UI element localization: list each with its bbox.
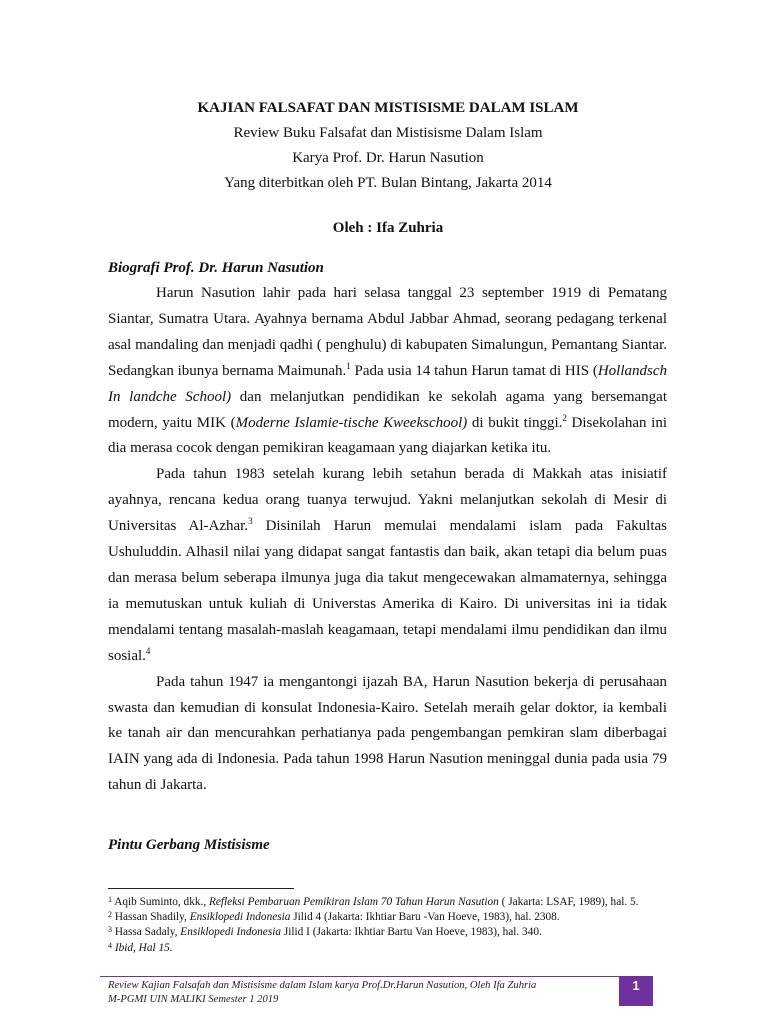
footnote-1: [108, 895, 668, 910]
document-author: Oleh : Ifa Zuhria: [332, 220, 444, 236]
footnote-ref-4: 4: [145, 645, 151, 656]
footnote-text: Aqib Suminto, dkk.,: [112, 896, 209, 908]
document-subtitle-publisher: Yang diterbitkan oleh PT. Bulan Bintang, Jakarta 2014: [224, 175, 552, 191]
footnote-title: Refleksi Pembaruan Pemikiran Islam 70 Tahun Harun Nasution: [208, 896, 499, 908]
paragraph-1-text-b: Pada usia 14 tahun Harun tamat di HIS (: [350, 362, 598, 379]
footnote-ref-2: 2: [562, 412, 567, 423]
page-number-badge: 1: [619, 976, 653, 1006]
footnote-title: Ibid, Hal 15.: [114, 941, 173, 954]
document-title: KAJIAN FALSAFAT DAN MISTISISME DALAM ISLAM: [197, 100, 579, 116]
footnote-title: Ensiklopedi Indonesia: [180, 926, 282, 939]
document-subtitle-author-book: Karya Prof. Dr. Harun Nasution: [292, 150, 484, 166]
paragraph-1: [108, 281, 667, 462]
paragraph-1-text-a: Harun Nasution lahir pada hari selasa tanggal 23 september 1919 di Pematang Siantar, Sumatra Utara. Ayahnya bernama Abdul Jabbar Ahmad, seorang pedagang terkenal asal mandaling dan menjadi qadhi ( penghulu) di kabupaten Simalungun, Pemantang Siantar. Sedangkan ibunya bernama Maimunah.: [108, 285, 667, 379]
footnote-ref-3: 3: [248, 516, 253, 527]
section-body-biography: [108, 281, 667, 799]
footer-line-2: M-PGMI UIN MALIKI Semester 1 2019: [108, 994, 279, 1005]
paragraph-1-text-e: Disekolahan ini dia merasa cocok dengan pemikiran keagamaan yang diajarkan ketika itu.: [108, 414, 667, 457]
footnote-text: ( Jakarta: LSAF, 1989), hal. 5.: [498, 896, 639, 908]
footnotes: [108, 895, 668, 956]
paragraph-1-text-d: di bukit tinggi.: [467, 414, 563, 431]
page-footer: [108, 979, 608, 1007]
footnote-text: Jilid I (Jakarta: Ikhtiar Bartu Van Hoeve, 1983), hal. 340.: [281, 926, 542, 939]
footnote-4: [108, 941, 668, 956]
section-heading-mysticism-gateway: Pintu Gerbang Mistisisme: [108, 837, 270, 853]
document-subtitle-review: Review Buku Falsafat dan Mistisisme Dalam Islam: [233, 125, 543, 141]
paragraph-1-text-c: dan melanjutkan pendidikan ke sekolah agama yang bersemangat modern, yaitu MIK (: [108, 388, 667, 431]
paragraph-3: Pada tahun 1947 ia mengantongi ijazah BA, Harun Nasution bekerja di perusahaan swasta dan kemudian di konsulat Indonesia-Kairo. Setelah meraih gelar doktor, ia kembali ke tanah air dan mencurahkan perhatianya pada pengembangan pemkiran slam diberbagai IAIN yang ada di Indonesia. Pada tahun 1998 Harun Nasution meninggal dunia pada usia 79 tahun di Jakarta.: [108, 673, 667, 794]
section-heading-biography: Biografi Prof. Dr. Harun Nasution: [108, 260, 324, 276]
paragraph-1-italic-mik: Moderne Islamie-tische Kweekschool): [235, 414, 468, 431]
footnote-title: Ensiklopedi Indonesia: [189, 911, 291, 924]
footnote-2: [108, 910, 668, 925]
paragraph-2-text-a: Pada tahun 1983 setelah kurang lebih setahun berada di Makkah atas inisiatif ayahnya, rencana kedua orang tuanya terwujud. Yakni melanjutkan sekolah di Mesir di Universitas Al-Azhar.: [108, 466, 667, 535]
footnote-separator: [108, 888, 294, 889]
footnote-text: Jilid 4 (Jakarta: Ikhtiar Baru -Van Hoeve, 1983), hal. 2308.: [290, 911, 560, 924]
footnote-3: [108, 925, 668, 940]
paragraph-2: [108, 462, 667, 669]
footer-line-1: Review Kajian Falsafah dan Mistisisme dalam Islam karya Prof.Dr.Harun Nasution, Oleh Ifa Zuhria: [108, 980, 537, 991]
paragraph-2-text-b: Disinilah Harun memulai mendalami islam pada Fakultas Ushuluddin. Alhasil nilai yang didapat sangat fantastis dan baik, akan tetapi dia belum puas dan merasa belum seberapa ilmunya juga dia takut mengecewakan almamaternya, sehingga ia memutuskan untuk kuliah di Universtas Amerika di Kairo. Di universitas ini ia tidak mendalami tentang masalah-maslah keagamaan, tetapi mendalami ilmu pendidikan dan ilmu sosial.: [108, 518, 667, 664]
footnote-number: 4: [108, 940, 112, 950]
paragraph-1-italic-his: Hollandsch In landche School): [108, 362, 668, 405]
footnote-text: Hassan Shadily,: [112, 911, 190, 924]
footnote-number: 3: [108, 925, 112, 935]
footnote-number: 2: [108, 910, 112, 920]
title-block: [108, 96, 668, 196]
footer-rule: [100, 976, 622, 977]
footnote-number: 1: [108, 895, 112, 904]
footnote-text: Hassa Sadaly,: [112, 926, 181, 939]
footnote-ref-1: 1: [346, 360, 351, 371]
